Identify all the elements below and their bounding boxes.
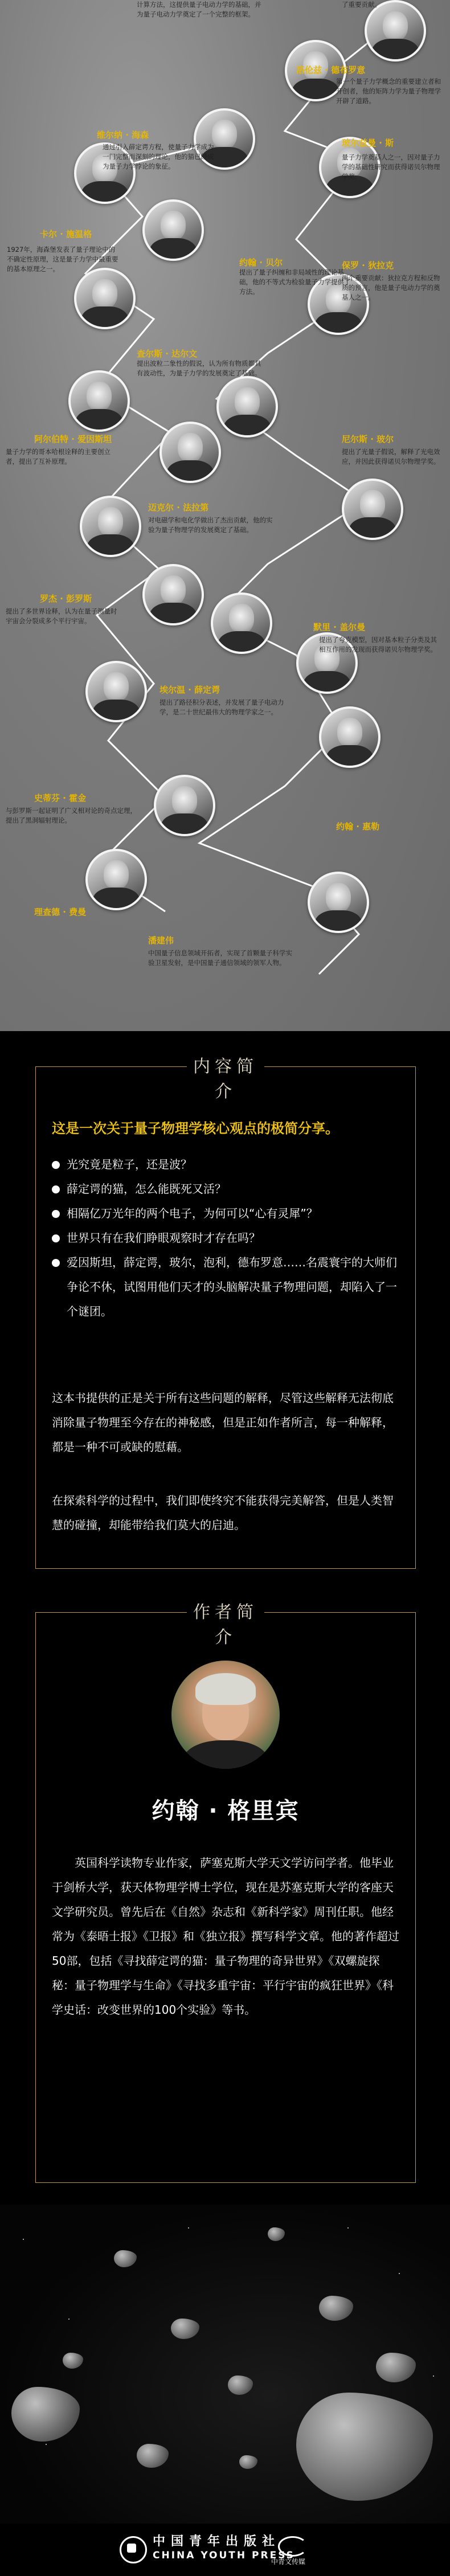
name-6: 保罗 · 狄拉克 (342, 260, 394, 271)
bio-11: 提出了光量子假说，解释了光电效应，并因此获得诺贝尔物理学奖。 (342, 448, 440, 465)
name-3: 玻尔兹曼 · 斯 (342, 138, 394, 148)
intro-paragraph-1: 这本书提供的正是关于所有这些问题的解释，尽管这些解释无法彻底消除量子物理至今存在的神秘感，但是正如作者所言，每一种解释，都是一种不可或缺的慰藉。 (52, 1391, 394, 1454)
bio-14: 提出了夸克模型，因对基本粒子分类及其相互作用的发现而获得诺贝尔物理学奖。 (319, 636, 437, 653)
author-bio: 英国科学读物专业作家，萨塞克斯大学天文学访问学者。他毕业于剑桥大学，获天体物理学博士学位，现在是苏塞克斯大学的客座天文学研究员。曾先后在《自然》杂志和《新科学家》周刊任职。他经常为《泰晤士报》《卫报》和《独立报》撰写科学文章。他的著作超过50部，包括《寻找薛定谔的猫：量子物理的奇异世界》《双螺旋探秘：量子物理学与生命》《寻找多重宇宙：平行宇宙的疯狂世界》《科学史话：改变世界的100个实验》等书。 (52, 1856, 399, 2017)
question-list (52, 1152, 399, 1324)
portrait-21 (308, 872, 369, 933)
portrait-10 (154, 775, 215, 836)
portrait-6 (159, 422, 221, 483)
name-11: 罗杰 · 彭罗斯 (40, 594, 92, 604)
question-item: 世界只有在我们睁眼观察时才存在吗？ (52, 1226, 399, 1250)
portrait-11 (85, 849, 147, 910)
question-item: 爱因斯坦，薛定谔，玻尔，泡利，德布罗意……名震寰宇的大师们争论不休，试图用他们天才的头脑解决量子物理问题，却陷入了一个谜团。 (52, 1250, 399, 1324)
portrait-18 (211, 592, 272, 654)
bio-16: 与彭罗斯一起证明了广义相对论的奇点定理，提出了黑洞辐射理论。 (6, 807, 137, 824)
bio-3: 第一个量子力学概念的重要建立者和开创者，他的矩阵力学为量子物理学开辟了道路。 (336, 77, 441, 105)
bio-10: 量子力学的哥本哈根诠释的主要创立者，提出了互补原理。 (6, 448, 111, 465)
name-2: 维尔纳 · 海森 (97, 130, 149, 140)
intro-paragraph-2: 在探索科学的过程中，我们即使终究不能获得完美解答，但是人类智慧的碰撞，却能带给我们莫大的启迪。 (52, 1494, 394, 1532)
name-4: 卡尔 · 施温格 (40, 229, 92, 239)
content-headline: 这是一次关于量子物理学核心观点的极简分享。 (52, 1121, 339, 1136)
question-item: 光究竟是粒子，还是波？ (52, 1152, 399, 1177)
name-17: 潘建伟 (148, 935, 174, 946)
name-5: 约翰 · 贝尔 (239, 257, 283, 268)
portrait-3 (142, 199, 204, 261)
bio-12: 对电磁学和电化学做出了杰出贡献，他的实验为量子物理学的发展奠定了基础。 (148, 516, 273, 534)
portrait-9 (85, 661, 147, 722)
publisher-name-cn: 中国青年出版社 (153, 2534, 281, 2549)
portrait-16 (216, 376, 278, 437)
portrait-8 (142, 564, 204, 625)
name-13: 埃尔温 · 薛定谔 (159, 685, 220, 695)
author-intro-title: 作者简介 (187, 1601, 264, 1625)
bio-6: 1927年，海森堡发表了量子理论中的不确定性原理，这是量子力学中最重要的基本原理之一。 (7, 246, 118, 273)
content-intro-frame (35, 1057, 416, 1569)
portrait-20 (319, 706, 381, 768)
bio-2: 了重要贡献。 (342, 1, 381, 9)
bio-8: 两个重要贡献：狄拉克方程和反物质的预言，他是量子电动力学的奠基人之一。 (342, 274, 440, 301)
name-10: 迈克尔 · 法拉第 (148, 502, 209, 513)
name-8: 阿尔伯特 · 爱因斯坦 (34, 434, 112, 444)
portrait-17 (342, 479, 403, 540)
brand-name: 中青文传媒 (271, 2558, 306, 2566)
brand-logo-icon (278, 2536, 308, 2557)
name-15: 约翰 · 惠勒 (336, 821, 380, 832)
asteroid-field-image (0, 2205, 450, 2524)
question-item: 相隔亿万光年的两个电子，为何可以“心有灵犀”？ (52, 1201, 399, 1226)
author-photo (171, 1661, 280, 1769)
publisher-logo-icon (120, 2536, 147, 2563)
physicist-timeline (0, 0, 450, 1031)
portrait-4 (74, 268, 136, 329)
bio-5: 量子力学奠基人之一，因对量子力学的基础性研究而获得诺贝尔物理学奖。 (342, 153, 440, 181)
author-section (0, 1601, 450, 2576)
content-intro-title: 内容简介 (187, 1054, 264, 1080)
publisher-name-en: CHINA YOUTH PRESS (153, 2550, 295, 2561)
content-intro-section (0, 1031, 450, 1601)
bio-15: 提出了路径积分表述，并发展了量子电动力学，是二十世纪最伟大的物理学家之一。 (159, 698, 284, 716)
name-16: 理查德 · 费曼 (34, 907, 87, 917)
publisher-footer (0, 2524, 450, 2576)
question-item: 薛定谔的猫，怎么能既死又活？ (52, 1177, 399, 1201)
bio-4: 通过引入薛定谔方程，使量子力学成为一门完整而深刻的理论，他的猫已经成为量子力学悖论的象征。 (103, 143, 214, 170)
name-12: 默里 · 盖尔曼 (313, 622, 366, 632)
name-9: 尼尔斯 · 玻尔 (342, 434, 394, 444)
bio-1: 计算方法，这提供量子电动力学的基础，并为量子电动力学奠定了一个完整的框架。 (137, 1, 261, 18)
bio-7: 提出了量子纠缠和非局域性的理论基础，他的不等式为检验量子力学提供了方法。 (239, 268, 351, 296)
bio-9: 提出波粒二象性的假说，认为所有物质都具有波动性，为量子力学的发展奠定了基础。 (137, 359, 261, 377)
bio-17: 中国量子信息领域开拓者，实现了首颗量子科学实验卫星发射，是中国量子通信领域的领军人物。 (148, 949, 292, 967)
bio-13: 提出了多世界诠释，认为在量子测量时宇宙会分裂成多个平行宇宙。 (6, 607, 117, 625)
portrait-7 (80, 496, 141, 557)
name-7: 查尔斯 · 达尔文 (137, 349, 198, 359)
name-14: 史蒂芬 · 霍金 (34, 793, 87, 803)
author-frame (35, 1602, 416, 2183)
portrait-5 (68, 370, 130, 432)
author-name: 约翰 · 格里宾 (152, 1798, 300, 1824)
name-1: 洛伦兹 · 德布罗意 (296, 65, 366, 75)
